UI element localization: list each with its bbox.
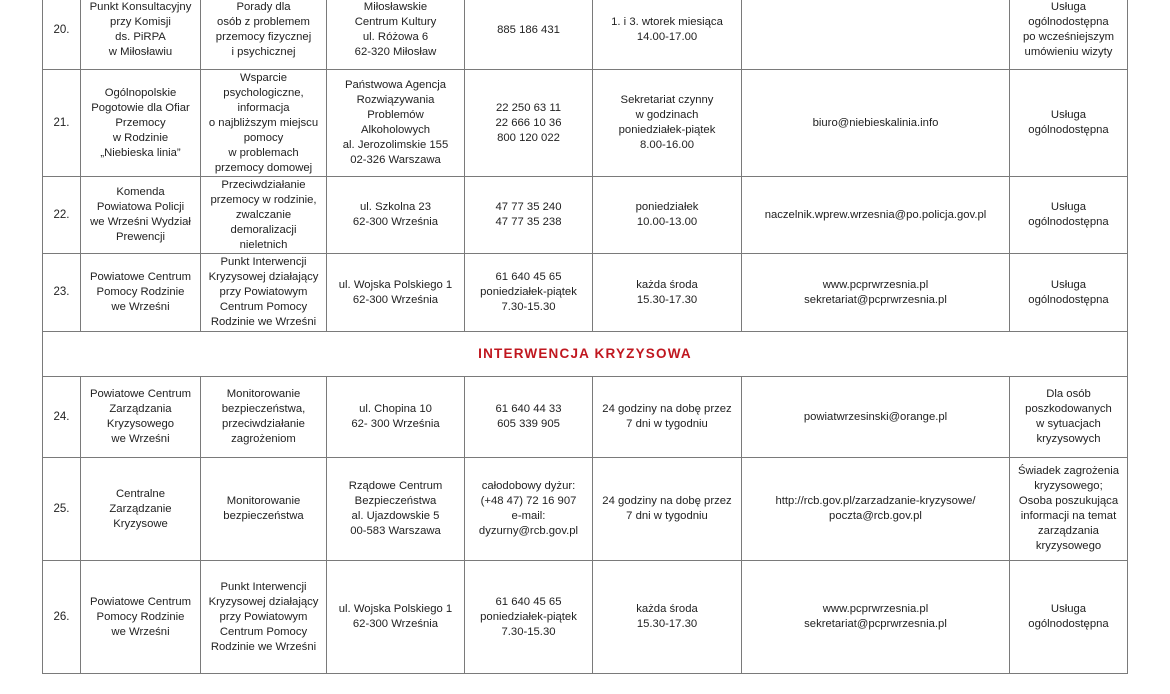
cell-phone [465, 70, 593, 177]
phone-line: 47 77 35 240 [495, 201, 562, 213]
cell-hours [593, 0, 742, 70]
phone-line: 800 120 022 [497, 131, 560, 144]
section-title: INTERWENCJA KRYZYSOWA [478, 345, 692, 361]
hours-line: poniedziałek [635, 201, 699, 213]
hours-line: 15.30-17.30 [636, 618, 698, 630]
phone-line: poniedziałek-piątek [480, 610, 577, 623]
scope-line: Przeciwdziałanie [221, 178, 306, 191]
contact-line[interactable]: sekretariat@pcprwrzesnia.pl [804, 293, 947, 306]
hours-line: 24 godziny na dobę przez [602, 495, 732, 507]
hours-line: 7 dni w tygodniu [626, 510, 708, 522]
access-line: Usługa [1050, 603, 1087, 615]
scope-line: demoralizacji [230, 223, 297, 236]
name-line: w Rodzinie [112, 131, 169, 144]
phone-line: poniedziałek-piątek [480, 286, 577, 298]
address-line: Rozwiązywania [356, 94, 435, 106]
hours-line: każda środa [636, 278, 698, 291]
name-line: we Wrześni Wydział [90, 216, 191, 228]
cell-hours [593, 561, 742, 674]
access-line: w sytuacjach [1036, 418, 1101, 430]
table-body-bottom [43, 377, 1128, 674]
name-line: we Wrześni [111, 625, 170, 638]
hours-line: 24 godziny na dobę przez [602, 403, 732, 415]
scope-line: osób z problemem [217, 16, 310, 28]
row-number: 24. [43, 377, 81, 458]
cell-phone [465, 254, 593, 332]
contact-line[interactable]: poczta@rcb.gov.pl [829, 510, 922, 522]
cell-contact [742, 177, 1010, 254]
cell-address [327, 458, 465, 561]
contact-line[interactable]: powiatwrzesinski@orange.pl [803, 410, 948, 423]
cell-name [81, 254, 201, 332]
hours-line: w godzinach [635, 109, 699, 121]
phone-line: 22 250 63 11 [495, 101, 562, 114]
access-line: Usługa [1050, 201, 1087, 213]
phone-line: 605 339 905 [497, 418, 560, 430]
name-line: Powiatowe Centrum [89, 595, 192, 608]
name-line: we Wrześni [111, 433, 170, 445]
table-body-top [43, 0, 1128, 332]
access-line: kryzysowych [1036, 433, 1101, 445]
cell-address [327, 70, 465, 177]
cell-name [81, 458, 201, 561]
cell-scope [201, 377, 327, 458]
table-row [43, 458, 1128, 561]
scope-line: informacja [237, 101, 290, 114]
phone-line: 885 186 431 [497, 23, 560, 36]
hours-line: 15.30-17.30 [636, 293, 698, 306]
row-number: 21. [43, 70, 81, 177]
contact-line[interactable]: biuro@niebieskalinia.info [812, 116, 939, 129]
scope-line: bezpieczeństwa [223, 510, 304, 522]
access-line: Świadek zagrożenia [1017, 465, 1120, 477]
section-row [43, 332, 1128, 377]
cell-name [81, 70, 201, 177]
cell-contact [742, 377, 1010, 458]
row-number: 25. [43, 458, 81, 561]
scope-line: Kryzysowej działający [208, 595, 319, 608]
access-line: kryzysowego; [1034, 480, 1103, 492]
scope-line: przy Powiatowym [219, 610, 308, 623]
access-line: Usługa [1050, 278, 1087, 291]
name-line: Punkt Konsultacyjny [89, 1, 192, 13]
hours-line: 14.00-17.00 [636, 31, 698, 43]
cell-address [327, 0, 465, 70]
cell-name [81, 0, 201, 70]
cell-scope [201, 70, 327, 177]
address-line: al. Ujazdowskie 5 [351, 510, 440, 522]
access-line: ogólnodostępna [1028, 16, 1109, 28]
scope-line: Centrum Pomocy [219, 301, 308, 313]
access-line: informacji na temat [1020, 510, 1117, 522]
scope-line: w problemach [228, 146, 299, 159]
services-table [42, 0, 1128, 674]
cell-hours [593, 70, 742, 177]
address-line: ul. Szkolna 23 [360, 201, 431, 213]
cell-hours [593, 177, 742, 254]
row-number: 22. [43, 177, 81, 254]
access-line: Usługa [1050, 109, 1087, 121]
scope-line: Wsparcie [239, 71, 288, 84]
scope-line: zagrożeniom [231, 433, 296, 445]
table-row [43, 377, 1128, 458]
row-number: 23. [43, 254, 81, 332]
access-line: Usługa [1050, 1, 1087, 13]
table-row [43, 254, 1128, 332]
address-line: 02-326 Warszawa [350, 154, 441, 166]
contact-line[interactable]: naczelnik.wprew.wrzesnia@po.policja.gov.pl [764, 208, 987, 221]
scope-line: pomocy [243, 131, 284, 144]
name-line: „Niebieska linia” [100, 146, 181, 159]
scope-line: o najbliższym miejscu [208, 116, 319, 129]
address-line: 62-300 Września [352, 216, 439, 228]
scope-line: psychologiczne, [223, 86, 304, 99]
name-line: ds. PiRPA [115, 31, 166, 43]
address-line: ul. Różowa 6 [362, 31, 429, 43]
table-row [43, 70, 1128, 177]
address-line: ul. Chopina 10 [359, 403, 432, 415]
table-row [43, 561, 1128, 674]
cell-address [327, 177, 465, 254]
scope-line: Porady dla [236, 1, 291, 13]
contact-line[interactable]: www.pcprwrzesnia.pl [822, 603, 929, 615]
table-row [43, 177, 1128, 254]
address-line: 62-300 Września [352, 618, 439, 630]
address-line: 00-583 Warszawa [350, 525, 441, 537]
phone-line: 7.30-15.30 [501, 625, 556, 638]
name-line: Pomocy Rodzinie [96, 610, 185, 623]
phone-line: 61 640 45 65 [495, 271, 562, 283]
address-line: 62-300 Września [352, 293, 439, 306]
hours-line: poniedziałek-piątek [618, 124, 716, 136]
phone-line: całodobowy dyżur: [481, 480, 576, 492]
phone-line: (+48 47) 72 16 907 [480, 495, 577, 507]
contact-line[interactable]: sekretariat@pcprwrzesnia.pl [804, 618, 947, 630]
phone-line: 22 666 10 36 [495, 116, 562, 129]
address-line: 62-320 Miłosław [354, 46, 437, 58]
cell-address [327, 254, 465, 332]
table-row [43, 0, 1128, 70]
access-line: po wcześniejszym [1022, 31, 1115, 43]
name-line: Kryzysowe [113, 517, 168, 530]
cell-name [81, 377, 201, 458]
phone-line: 7.30-15.30 [501, 301, 556, 313]
cell-access [1010, 377, 1128, 458]
cell-phone [465, 177, 593, 254]
name-line: Prewencji [116, 231, 165, 243]
cell-contact [742, 458, 1010, 561]
name-line: Pogotowie dla Ofiar [91, 101, 190, 114]
phone-line: dyzurny@rcb.gov.pl [478, 525, 579, 537]
name-line: przy Komisji [110, 16, 171, 28]
name-line: Komenda [116, 186, 165, 198]
name-line: we Wrześni [111, 301, 170, 313]
address-line: ul. Wojska Polskiego 1 [338, 603, 453, 615]
phone-line: 47 77 35 238 [495, 216, 562, 228]
address-line: ul. Wojska Polskiego 1 [338, 278, 453, 291]
scope-line: Centrum Pomocy [219, 625, 308, 638]
name-line: Zarządzania [109, 403, 172, 415]
scope-line: Monitorowanie [226, 388, 301, 400]
cell-phone [465, 0, 593, 70]
cell-scope [201, 458, 327, 561]
cell-contact [742, 561, 1010, 674]
cell-address [327, 561, 465, 674]
address-line: 62- 300 Września [351, 418, 440, 430]
scope-line: przeciwdziałanie [222, 418, 305, 430]
scope-line: Monitorowanie [226, 495, 301, 507]
access-line: Osoba poszukująca [1018, 495, 1119, 507]
cell-scope [201, 561, 327, 674]
access-line: ogólnodostępna [1028, 618, 1109, 630]
access-line: ogólnodostępna [1028, 124, 1109, 136]
section-header [43, 332, 1128, 377]
phone-line: 61 640 44 33 [495, 403, 562, 415]
cell-hours [593, 254, 742, 332]
cell-access [1010, 254, 1128, 332]
scope-line: Punkt Interwencji [220, 580, 307, 593]
cell-contact [742, 254, 1010, 332]
hours-line: 8.00-16.00 [639, 139, 695, 151]
name-line: Powiatowe Centrum [89, 388, 192, 400]
hours-line: każda środa [636, 603, 698, 615]
address-line: Rządowe Centrum [348, 480, 443, 492]
cell-scope [201, 177, 327, 254]
cell-phone [465, 458, 593, 561]
hours-line: 10.00-13.00 [636, 216, 698, 228]
access-line: ogólnodostępna [1028, 216, 1109, 228]
scope-line: Punkt Interwencji [220, 256, 307, 268]
cell-phone [465, 377, 593, 458]
hours-line: Sekretariat czynny [620, 94, 714, 106]
cell-access [1010, 458, 1128, 561]
access-line: umówieniu wizyty [1024, 46, 1113, 58]
access-line: poszkodowanych [1025, 403, 1112, 415]
cell-scope [201, 254, 327, 332]
hours-line: 7 dni w tygodniu [626, 418, 708, 430]
address-line: al. Jerozolimskie 155 [342, 139, 449, 151]
scope-line: i psychicznej [231, 46, 296, 58]
scope-line: przemocy fizycznej [215, 31, 312, 43]
row-number: 26. [43, 561, 81, 674]
phone-line: 61 640 45 65 [495, 595, 562, 608]
address-line: Bezpieczeństwa [354, 495, 437, 507]
address-line: Problemów [367, 109, 424, 121]
cell-scope [201, 0, 327, 70]
name-line: Zarządzanie [109, 502, 172, 515]
address-line: Alkoholowych [360, 124, 431, 136]
cell-name [81, 177, 201, 254]
cell-hours [593, 377, 742, 458]
name-line: Centralne [116, 487, 165, 500]
section-cell [43, 332, 1128, 377]
name-line: Przemocy [115, 116, 166, 129]
access-line: Dla osób [1046, 388, 1091, 400]
cell-access [1010, 177, 1128, 254]
access-line: zarządzania [1038, 525, 1099, 537]
name-line: Ogólnopolskie [104, 86, 177, 99]
address-line: Państwowa Agencja [344, 79, 447, 91]
scope-line: bezpieczeństwa, [221, 403, 306, 415]
row-number: 20. [43, 0, 81, 70]
name-line: Powiatowa Policji [96, 201, 185, 213]
cell-hours [593, 458, 742, 561]
name-line: Pomocy Rodzinie [96, 286, 185, 298]
name-line: Kryzysowego [106, 418, 175, 430]
scope-line: zwalczanie [235, 208, 292, 221]
access-line: ogólnodostępna [1028, 293, 1109, 306]
contact-line[interactable]: www.pcprwrzesnia.pl [822, 278, 929, 291]
cell-phone [465, 561, 593, 674]
scope-line: nieletnich [239, 238, 288, 251]
cell-access [1010, 0, 1128, 70]
contact-line[interactable]: http://rcb.gov.pl/zarzadzanie-kryzysowe/ [775, 495, 976, 507]
scope-line: przemocy w rodzinie, [210, 193, 317, 206]
name-line: w Miłosławiu [108, 46, 173, 58]
name-line: Powiatowe Centrum [89, 271, 192, 283]
hours-line: 1. i 3. wtorek miesiąca [611, 16, 723, 28]
address-line: Centrum Kultury [354, 16, 437, 28]
access-line: kryzysowego [1035, 540, 1102, 552]
cell-name [81, 561, 201, 674]
phone-line: e-mail: [511, 510, 546, 522]
scope-line: przy Powiatowym [219, 286, 308, 298]
scope-line: Rodzinie we Wrześni [210, 316, 317, 328]
cell-address [327, 377, 465, 458]
cell-access [1010, 561, 1128, 674]
scope-line: przemocy domowej [214, 161, 313, 174]
cell-contact [742, 0, 1010, 70]
scope-line: Rodzinie we Wrześni [210, 640, 317, 653]
cell-access [1010, 70, 1128, 177]
address-line: Miłosławskie [363, 1, 428, 13]
cell-contact [742, 70, 1010, 177]
scope-line: Kryzysowej działający [208, 271, 319, 283]
